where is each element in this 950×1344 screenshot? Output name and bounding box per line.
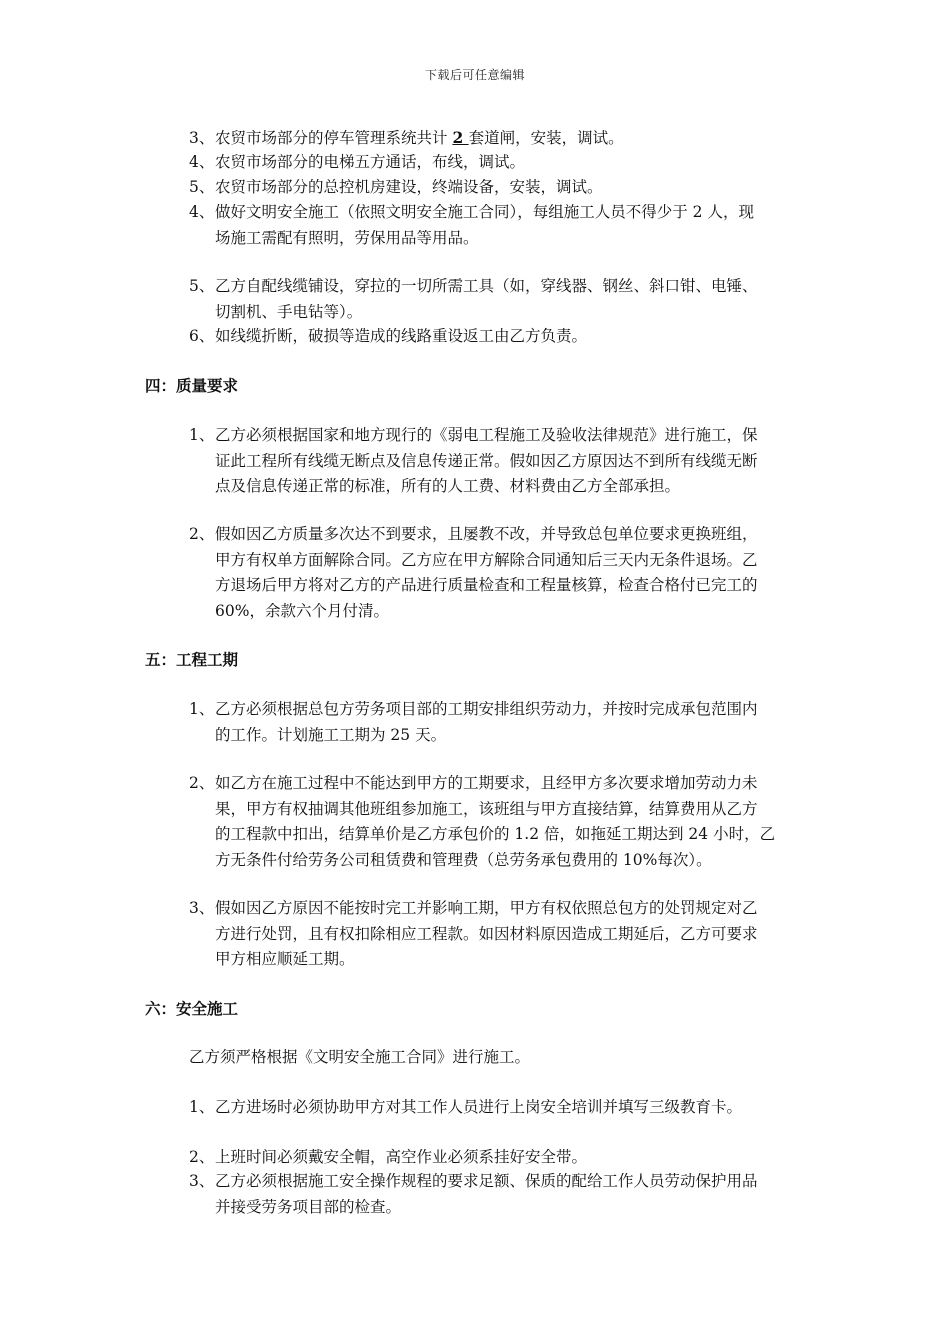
item-text: 农贸市场部分的停车管理系统共计: [215, 129, 453, 147]
item-text: 的工作。计划施工工期为 25 天。: [215, 725, 447, 744]
list-item: [189, 150, 809, 176]
item-text: 乙方必须根据国家和地方现行的《弱电工程施工及验收法律规范》进行施工，保: [215, 426, 758, 444]
list-item: [189, 200, 809, 251]
list-item: [189, 423, 809, 500]
list-item: [189, 324, 809, 350]
item-text: 乙方必须根据总包方劳务项目部的工期安排组织劳动力，并按时完成承包范围内: [215, 700, 758, 718]
item-text: 乙方自配线缆铺设，穿拉的一切所需工具（如，穿线器、钢丝、斜口钳、电锤、: [215, 277, 758, 295]
item-text: 甲方相应顺延工期。: [215, 950, 355, 968]
item-text: 如线缆折断，破损等造成的线路重设返工由乙方负责。: [215, 327, 588, 345]
item-number: 3、: [189, 899, 215, 917]
item-number: 2、: [189, 525, 215, 543]
item-text: 果，甲方有权抽调其他班组参加施工，该班组与甲方直接结算，结算费用从乙方: [215, 799, 758, 818]
list-item: [189, 125, 809, 152]
list-item: [189, 771, 809, 873]
item-emphasis: 2: [452, 128, 469, 147]
item-text: 方进行处罚，且有权扣除相应工程款。如因材料原因造成工期延后，乙方可要求: [215, 924, 758, 943]
item-text: 60%，余款六个月付清。: [215, 601, 389, 620]
item-number: 1、: [189, 426, 215, 444]
item-number: 6、: [189, 327, 215, 345]
list-item: [189, 274, 809, 325]
list-item: [189, 697, 809, 748]
item-text: 假如因乙方原因不能按时完工并影响工期，甲方有权依照总包方的处罚规定对乙: [215, 899, 758, 917]
item-number: 1、: [189, 700, 215, 718]
item-text: 套道闸，安装，调试。: [468, 129, 624, 147]
item-text: 如乙方在施工过程中不能达到甲方的工期要求，且经甲方多次要求增加劳动力未: [215, 774, 758, 792]
section-heading: 五：工程工期: [145, 650, 239, 669]
item-text: 农贸市场部分的电梯五方通话，布线，调试。: [215, 153, 526, 171]
item-text: 乙方进场时必须协助甲方对其工作人员进行上岗安全培训并填写三级教育卡。: [215, 1098, 743, 1116]
item-text: 农贸市场部分的总控机房建设，终端设备，安装，调试。: [215, 178, 603, 196]
list-item: [189, 1095, 809, 1121]
item-number: 5、: [189, 178, 215, 196]
item-number: 4、: [189, 153, 215, 171]
list-item: [189, 1145, 809, 1171]
page-header: 下载后可任意编辑: [424, 68, 525, 82]
item-text: 乙方必须根据施工安全操作规程的要求足额、保质的配给工作人员劳动保护用品: [215, 1172, 758, 1190]
item-text: 方无条件付给劳务公司租赁费和管理费（总劳务承包费用的 10%每次）。: [215, 850, 712, 869]
list-item: [189, 896, 809, 973]
list-item: [189, 522, 809, 624]
item-text: 切割机、手电钻等）。: [215, 302, 363, 321]
item-text: 做好文明安全施工（依照文明安全施工合同），每组施工人员不得少于 2 人，现: [215, 203, 754, 221]
item-number: 2、: [189, 1148, 215, 1166]
list-item: [189, 175, 809, 201]
item-text: 甲方有权单方面解除合同。乙方应在甲方解除合同通知后三天内无条件退场。乙: [215, 550, 758, 569]
item-text: 假如因乙方质量多次达不到要求，且屡教不改，并导致总包单位要求更换班组，: [215, 525, 758, 543]
section-heading: 六：安全施工: [145, 999, 239, 1018]
item-number: 2、: [189, 774, 215, 792]
item-text: 并接受劳务项目部的检查。: [215, 1197, 402, 1216]
item-number: 1、: [189, 1098, 215, 1116]
item-text: 证此工程所有线缆无断点及信息传递正常。假如因乙方原因达不到所有线缆无断: [215, 451, 758, 470]
item-number: 3、: [189, 1172, 215, 1190]
item-number: 3、: [189, 129, 215, 147]
section-heading: 四：质量要求: [145, 376, 239, 395]
item-text: 方退场后甲方将对乙方的产品进行质量检查和工程量核算，检查合格付已完工的: [215, 576, 758, 594]
item-number: 5、: [189, 277, 215, 295]
item-text: 的工程款中扣出，结算单价是乙方承包价的 1.2 倍，如拖延工期达到 24 小时，乙: [215, 825, 776, 843]
item-text: 场施工需配有照明，劳保用品等用品。: [215, 228, 479, 247]
item-number: 4、: [189, 203, 215, 221]
list-item: [189, 1169, 809, 1220]
item-text: 上班时间必须戴安全帽，高空作业必须系挂好安全带。: [215, 1148, 588, 1166]
section-intro: 乙方须严格根据《文明安全施工合同》进行施工。: [189, 1048, 531, 1066]
item-text: 点及信息传递正常的标准，所有的人工费、材料费由乙方全部承担。: [215, 477, 681, 495]
